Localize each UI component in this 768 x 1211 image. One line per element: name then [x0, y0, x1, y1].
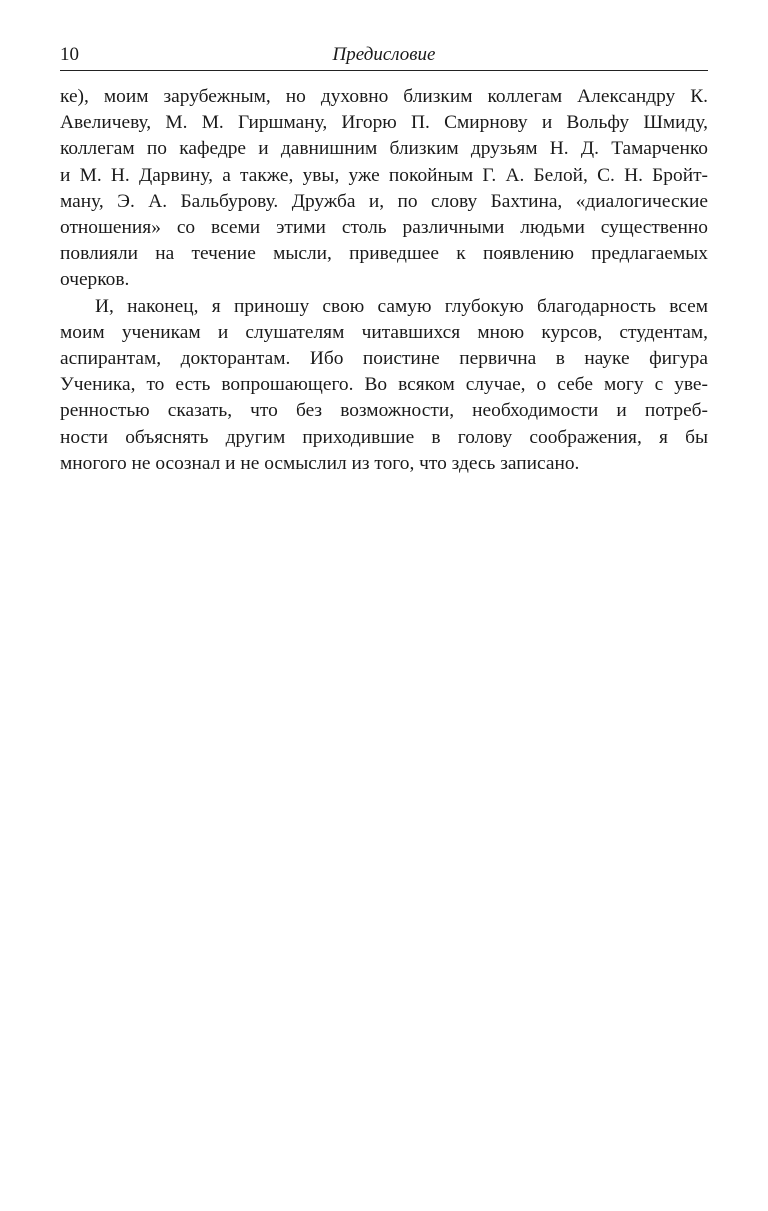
text-line: ке), моим зарубежным, но духовно близким коллегам Александру К.: [60, 86, 708, 107]
text-line: отношения» со всеми этими столь различными людьми существенно: [60, 217, 708, 239]
page-number: 10: [60, 44, 79, 65]
text-line: ности объяснять другим приходившие в голову соображения, я бы: [60, 426, 708, 448]
text-line: аспирантам, докторантам. Ибо поистине первична в науке фигура: [60, 348, 708, 370]
page-header: [60, 44, 708, 71]
text-line: и М. Н. Дарвину, а также, увы, уже покойным Г. А. Белой, С. Н. Бройт-: [60, 164, 708, 186]
text-line: ренностью сказать, что без возможности, необходимости и потреб-: [60, 400, 708, 422]
text-line: многого не осознал и не осмыслил из того, что здесь записано.: [60, 452, 580, 474]
text-line: И, наконец, я приношу свою самую глубокую благодарность всем: [95, 295, 708, 317]
text-line: моим ученикам и слушателям читавшихся мною курсов, студентам,: [60, 321, 708, 343]
running-title: Предисловие: [332, 44, 436, 65]
body-text: [60, 84, 708, 477]
text-line: очерков.: [60, 269, 130, 291]
text-line: коллегам по кафедре и давнишним близким друзьям Н. Д. Тамарченко: [60, 138, 708, 160]
paragraph-acknowledgements-colleagues: [60, 84, 708, 294]
text-line: повлияли на течение мысли, приведшее к появлению предлагаемых: [60, 243, 708, 265]
text-line: ману, Э. А. Бальбурову. Дружба и, по слову Бахтина, «диалогические: [60, 190, 708, 212]
text-line: Авеличеву, М. М. Гиршману, Игорю П. Смирнову и Вольфу Шмиду,: [60, 112, 708, 134]
paragraph-acknowledgements-students: [60, 294, 708, 477]
text-line: Ученика, то есть вопрошающего. Во всяком случае, о себе могу с уве-: [60, 374, 708, 396]
